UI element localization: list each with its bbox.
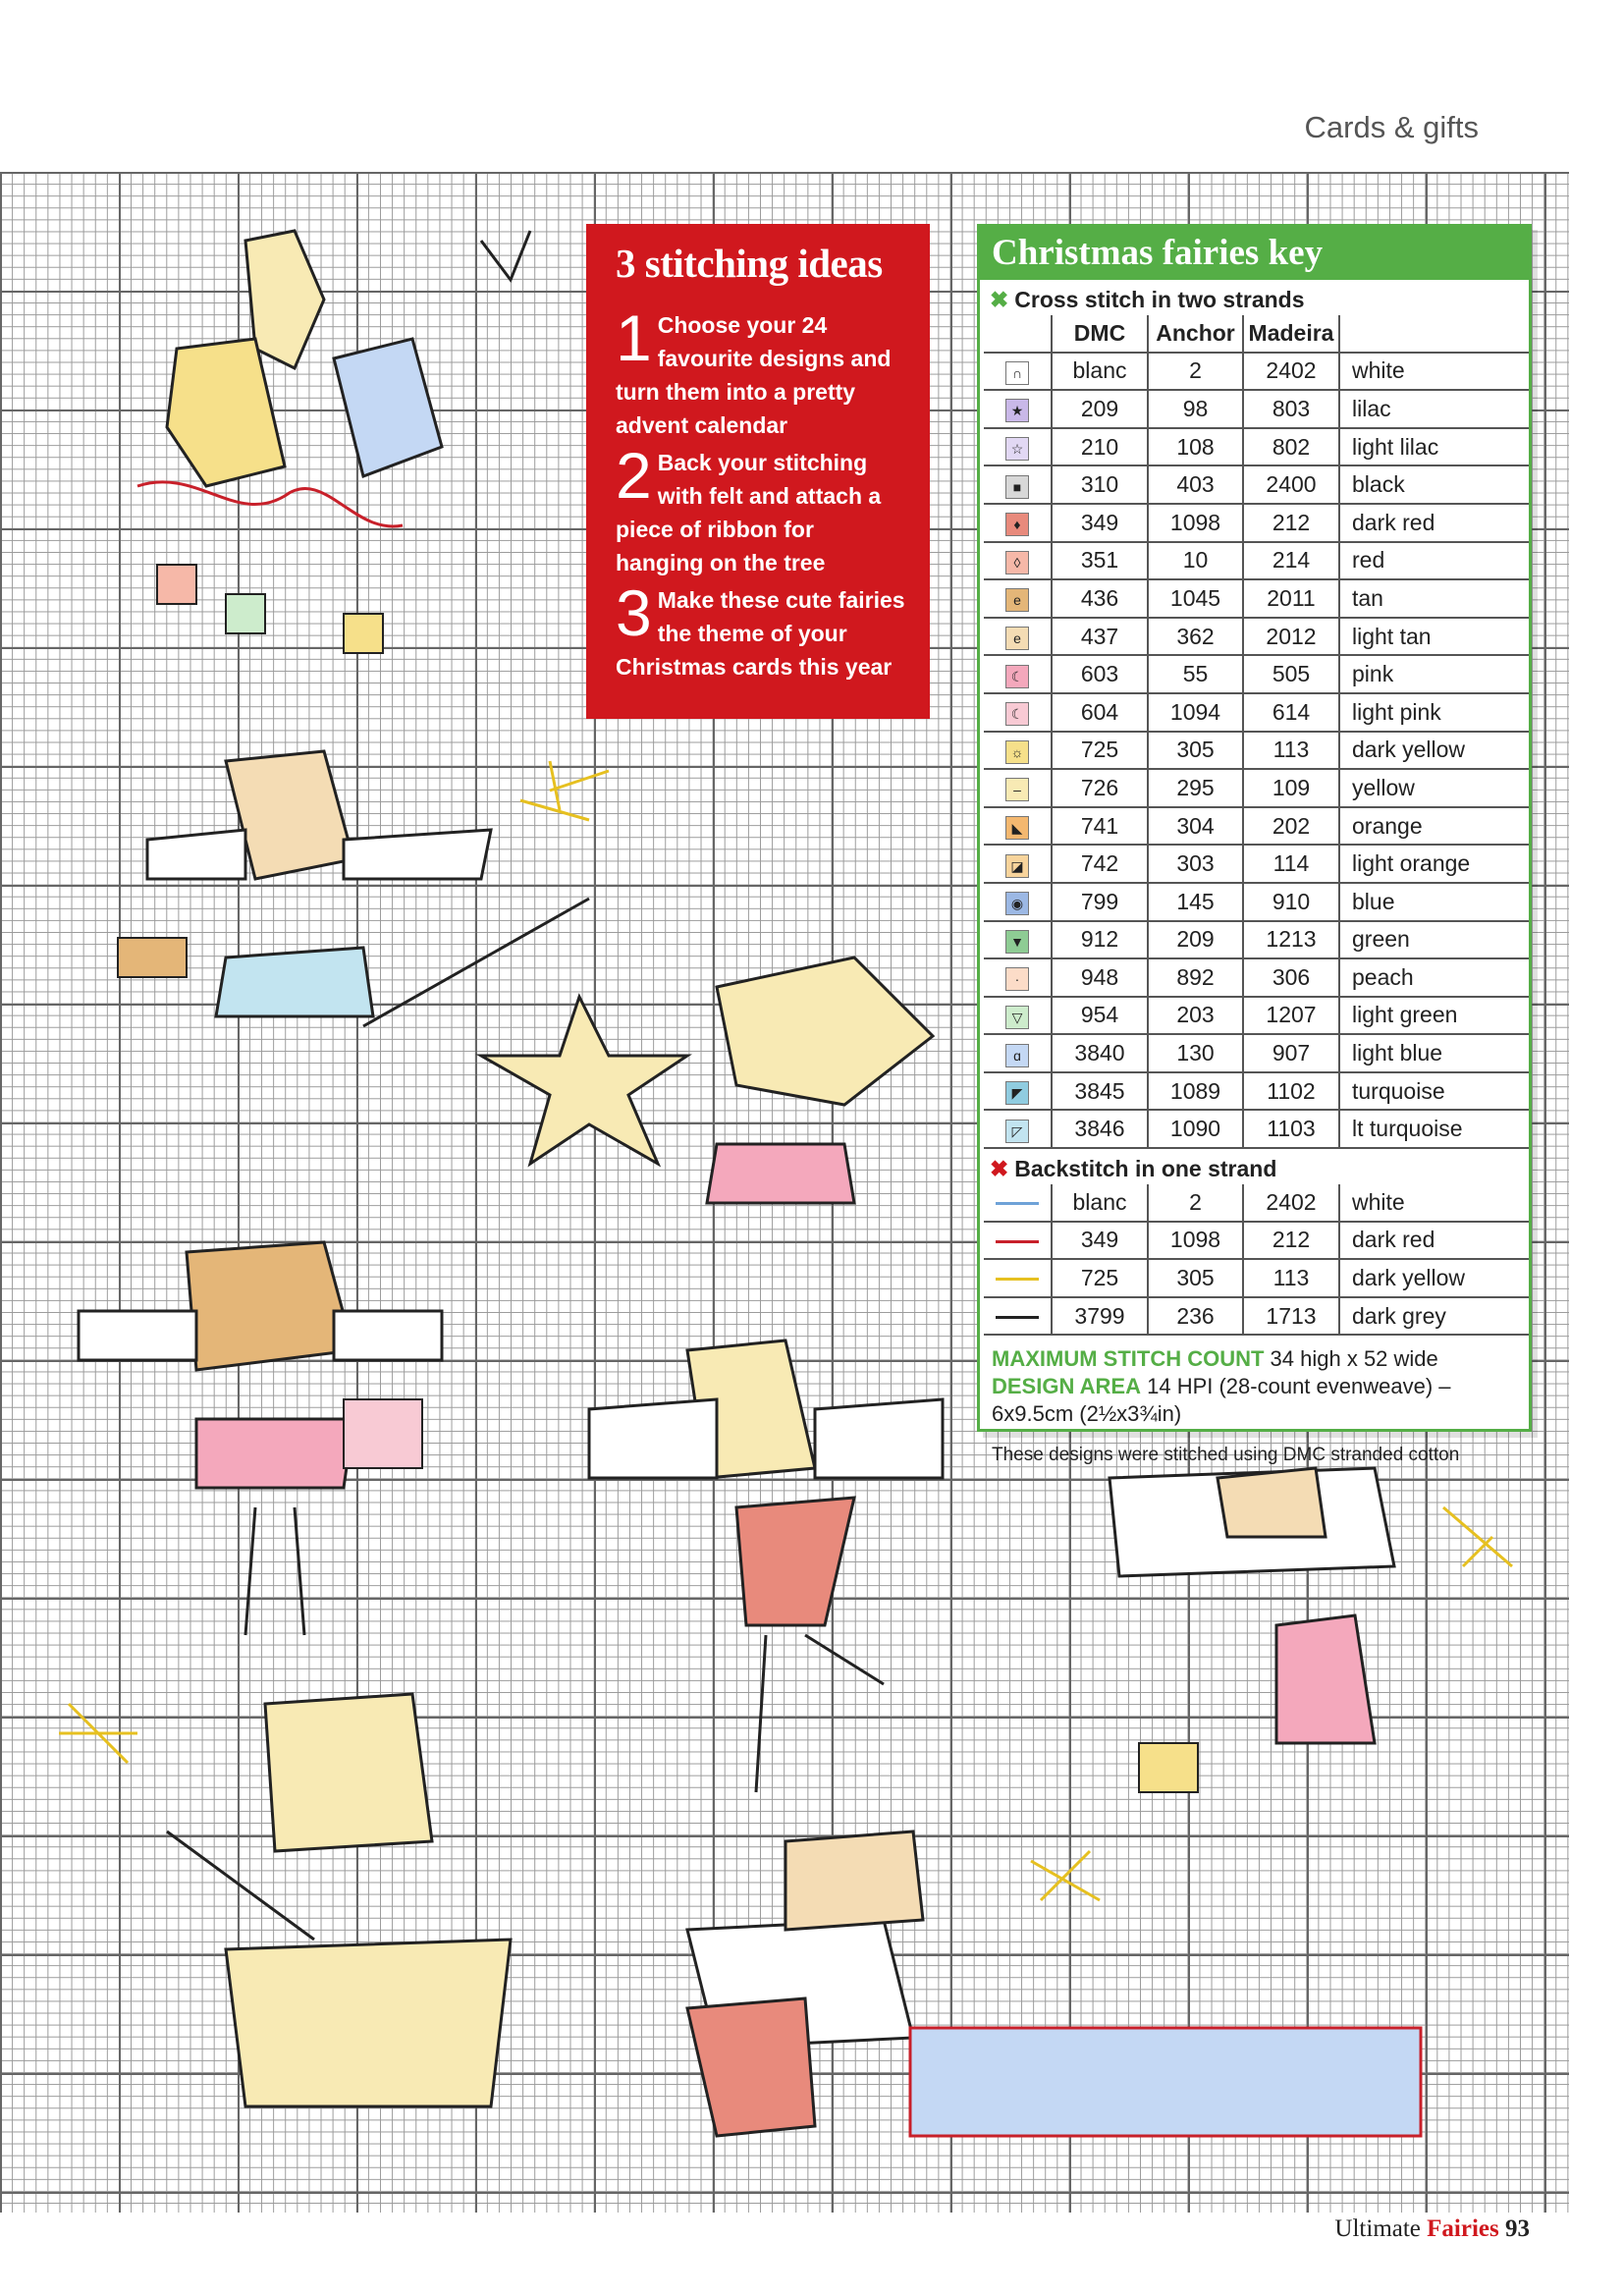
color-name: dark yellow xyxy=(1339,1259,1529,1297)
key-notes xyxy=(980,1336,1529,1469)
idea-item xyxy=(616,439,906,579)
thread-symbol: ★ xyxy=(1005,399,1029,422)
anchor-value: 304 xyxy=(1148,807,1243,846)
dmc-value: 3845 xyxy=(1052,1072,1148,1111)
design-area-label: DESIGN AREA xyxy=(992,1374,1141,1399)
key-row xyxy=(984,807,1529,846)
anchor-value: 1090 xyxy=(1148,1110,1243,1148)
anchor-value: 1045 xyxy=(1148,579,1243,618)
stitching-ideas-box xyxy=(586,224,930,719)
color-name: green xyxy=(1339,921,1529,959)
dmc-value: blanc xyxy=(1052,1184,1148,1222)
dmc-value: 349 xyxy=(1052,504,1148,542)
anchor-value: 145 xyxy=(1148,883,1243,921)
anchor-value: 1089 xyxy=(1148,1072,1243,1111)
anchor-value: 130 xyxy=(1148,1034,1243,1072)
anchor-value: 305 xyxy=(1148,732,1243,770)
thread-symbol: · xyxy=(1005,967,1029,991)
madeira-value: 907 xyxy=(1243,1034,1339,1072)
madeira-value: 214 xyxy=(1243,542,1339,580)
table-header-row xyxy=(984,315,1529,353)
fairy-motif xyxy=(118,751,609,1026)
color-name: tan xyxy=(1339,579,1529,618)
dmc-value: blanc xyxy=(1052,353,1148,391)
thread-symbol: – xyxy=(1005,778,1029,801)
backstitch-table xyxy=(984,1184,1529,1336)
anchor-value: 209 xyxy=(1148,921,1243,959)
thread-symbol: ☾ xyxy=(1005,665,1029,688)
dmc-value: 799 xyxy=(1052,883,1148,921)
key-row xyxy=(984,579,1529,618)
column-header: Madeira xyxy=(1243,315,1339,353)
madeira-value: 2400 xyxy=(1243,465,1339,504)
ideas-title: 3 stitching ideas xyxy=(616,241,883,286)
dmc-value: 725 xyxy=(1052,1259,1148,1297)
key-row xyxy=(984,618,1529,656)
madeira-value: 306 xyxy=(1243,958,1339,997)
key-row xyxy=(984,883,1529,921)
madeira-value: 2011 xyxy=(1243,579,1339,618)
madeira-value: 1102 xyxy=(1243,1072,1339,1111)
idea-item xyxy=(616,576,906,683)
fairy-motif xyxy=(481,957,933,1203)
footnote: These designs were stitched using DMC stranded cotton xyxy=(992,1445,1460,1466)
key-row xyxy=(984,921,1529,959)
thread-symbol: ◣ xyxy=(1005,816,1029,840)
max-stitch-value: 34 high x 52 wide xyxy=(1270,1346,1438,1372)
thread-symbol: ɑ xyxy=(1005,1044,1029,1067)
anchor-value: 303 xyxy=(1148,845,1243,883)
dmc-value: 742 xyxy=(1052,845,1148,883)
dmc-value: 954 xyxy=(1052,997,1148,1035)
cross-stitch-heading: ✖ Cross stitch in two strands xyxy=(990,287,1305,312)
madeira-value: 614 xyxy=(1243,693,1339,732)
madeira-value: 114 xyxy=(1243,845,1339,883)
dmc-value: 209 xyxy=(1052,390,1148,428)
color-name: lilac xyxy=(1339,390,1529,428)
section-title: Cards & gifts xyxy=(1304,110,1479,144)
color-name: light green xyxy=(1339,997,1529,1035)
madeira-value: 1713 xyxy=(1243,1297,1339,1336)
madeira-value: 910 xyxy=(1243,883,1339,921)
key-row xyxy=(984,1259,1529,1297)
dmc-value: 912 xyxy=(1052,921,1148,959)
idea-text: Choose your 24 favourite designs and turn them into a pretty advent calendar xyxy=(616,312,892,438)
madeira-value: 1103 xyxy=(1243,1110,1339,1148)
design-area-value: 14 HPI (28-count evenweave) – 6x9.5cm (2½x3¾in) xyxy=(992,1374,1451,1427)
color-name: red xyxy=(1339,542,1529,580)
key-row xyxy=(984,542,1529,580)
key-title: Christmas fairies key xyxy=(980,227,1529,280)
key-row xyxy=(984,769,1529,807)
color-name: dark red xyxy=(1339,504,1529,542)
color-name: pink xyxy=(1339,655,1529,693)
color-name: light blue xyxy=(1339,1034,1529,1072)
column-header: DMC xyxy=(1052,315,1148,353)
thread-symbol: ▽ xyxy=(1005,1006,1029,1029)
idea-number: 1 xyxy=(616,301,652,374)
dmc-value: 741 xyxy=(1052,807,1148,846)
anchor-value: 403 xyxy=(1148,465,1243,504)
madeira-value: 1213 xyxy=(1243,921,1339,959)
key-row xyxy=(984,958,1529,997)
color-name: dark grey xyxy=(1339,1297,1529,1336)
key-row xyxy=(984,353,1529,391)
madeira-value: 2402 xyxy=(1243,1184,1339,1222)
madeira-value: 113 xyxy=(1243,732,1339,770)
anchor-value: 2 xyxy=(1148,1184,1243,1222)
anchor-value: 55 xyxy=(1148,655,1243,693)
dmc-value: 436 xyxy=(1052,579,1148,618)
color-name: white xyxy=(1339,353,1529,391)
backstitch-line xyxy=(996,1278,1039,1281)
madeira-value: 202 xyxy=(1243,807,1339,846)
anchor-value: 1098 xyxy=(1148,1222,1243,1260)
fairy-motif xyxy=(589,1340,943,1792)
dmc-value: 210 xyxy=(1052,428,1148,466)
thread-symbol: ◉ xyxy=(1005,892,1029,915)
thread-symbol: ♦ xyxy=(1005,513,1029,536)
dmc-value: 604 xyxy=(1052,693,1148,732)
key-row xyxy=(984,845,1529,883)
madeira-value: 505 xyxy=(1243,655,1339,693)
dmc-value: 349 xyxy=(1052,1222,1148,1260)
dmc-value: 3840 xyxy=(1052,1034,1148,1072)
backstitch-line xyxy=(996,1202,1039,1205)
key-row xyxy=(984,1072,1529,1111)
key-row xyxy=(984,465,1529,504)
anchor-value: 10 xyxy=(1148,542,1243,580)
color-name: blue xyxy=(1339,883,1529,921)
idea-item xyxy=(616,301,906,442)
thread-symbol: e xyxy=(1005,627,1029,650)
idea-text: Back your stitching with felt and attach a piece of ribbon for hanging on the tree xyxy=(616,450,882,575)
dmc-value: 351 xyxy=(1052,542,1148,580)
dmc-value: 437 xyxy=(1052,618,1148,656)
cross-stitch-table xyxy=(984,315,1529,1149)
idea-number: 2 xyxy=(616,439,652,512)
madeira-value: 2012 xyxy=(1243,618,1339,656)
key-row xyxy=(984,1297,1529,1336)
thread-symbol: ◸ xyxy=(1005,1120,1029,1143)
dmc-value: 725 xyxy=(1052,732,1148,770)
key-row xyxy=(984,1184,1529,1222)
thread-symbol: e xyxy=(1005,588,1029,612)
key-row xyxy=(984,1222,1529,1260)
fairy-motif xyxy=(59,1694,511,2106)
thread-symbol: ▼ xyxy=(1005,930,1029,954)
key-row xyxy=(984,428,1529,466)
madeira-value: 803 xyxy=(1243,390,1339,428)
anchor-value: 1094 xyxy=(1148,693,1243,732)
thread-symbol: ☼ xyxy=(1005,740,1029,764)
madeira-value: 212 xyxy=(1243,1222,1339,1260)
backstitch-line xyxy=(996,1316,1039,1319)
key-row xyxy=(984,655,1529,693)
thread-symbol: ◊ xyxy=(1005,551,1029,574)
color-name: dark yellow xyxy=(1339,732,1529,770)
dmc-value: 3799 xyxy=(1052,1297,1148,1336)
thread-symbol: ◤ xyxy=(1005,1081,1029,1105)
fairy-motif xyxy=(1110,1468,1512,1792)
dmc-value: 603 xyxy=(1052,655,1148,693)
column-header: Anchor xyxy=(1148,315,1243,353)
fairy-motif xyxy=(137,231,530,653)
page-number: 93 xyxy=(1505,2215,1530,2242)
chart-key xyxy=(977,224,1532,1466)
fairy-motif xyxy=(687,1831,1421,2136)
fairy-motif xyxy=(79,1242,442,1635)
anchor-value: 1098 xyxy=(1148,504,1243,542)
idea-text: Make these cute fairies the theme of your Christmas cards this year xyxy=(616,587,905,680)
madeira-value: 109 xyxy=(1243,769,1339,807)
anchor-value: 892 xyxy=(1148,958,1243,997)
thread-symbol: ☆ xyxy=(1005,437,1029,461)
cross-icon: ✖ xyxy=(990,1156,1009,1182)
madeira-value: 113 xyxy=(1243,1259,1339,1297)
madeira-value: 802 xyxy=(1243,428,1339,466)
color-name: yellow xyxy=(1339,769,1529,807)
thread-symbol: ☾ xyxy=(1005,702,1029,726)
color-name: light orange xyxy=(1339,845,1529,883)
madeira-value: 2402 xyxy=(1243,353,1339,391)
dmc-value: 726 xyxy=(1052,769,1148,807)
key-row xyxy=(984,1110,1529,1148)
anchor-value: 108 xyxy=(1148,428,1243,466)
key-row xyxy=(984,504,1529,542)
anchor-value: 295 xyxy=(1148,769,1243,807)
color-name: light tan xyxy=(1339,618,1529,656)
color-name: peach xyxy=(1339,958,1529,997)
anchor-value: 98 xyxy=(1148,390,1243,428)
dmc-value: 310 xyxy=(1052,465,1148,504)
color-name: dark red xyxy=(1339,1222,1529,1260)
brand-name: Fairies xyxy=(1427,2215,1499,2242)
max-stitch-label: MAXIMUM STITCH COUNT xyxy=(992,1346,1265,1372)
backstitch-line xyxy=(996,1240,1039,1243)
key-row xyxy=(984,390,1529,428)
color-name: turquoise xyxy=(1339,1072,1529,1111)
anchor-value: 305 xyxy=(1148,1259,1243,1297)
anchor-value: 2 xyxy=(1148,353,1243,391)
color-name: black xyxy=(1339,465,1529,504)
thread-symbol: ∩ xyxy=(1005,361,1029,385)
anchor-value: 362 xyxy=(1148,618,1243,656)
key-row xyxy=(984,1034,1529,1072)
anchor-value: 203 xyxy=(1148,997,1243,1035)
color-name: light pink xyxy=(1339,693,1529,732)
color-name: orange xyxy=(1339,807,1529,846)
thread-symbol: ◪ xyxy=(1005,854,1029,878)
madeira-value: 212 xyxy=(1243,504,1339,542)
dmc-value: 948 xyxy=(1052,958,1148,997)
color-name: white xyxy=(1339,1184,1529,1222)
thread-symbol: ■ xyxy=(1005,475,1029,499)
anchor-value: 236 xyxy=(1148,1297,1243,1336)
key-row xyxy=(984,693,1529,732)
key-row xyxy=(984,732,1529,770)
cross-icon: ✖ xyxy=(990,287,1009,312)
dmc-value: 3846 xyxy=(1052,1110,1148,1148)
key-row xyxy=(984,997,1529,1035)
page-footer xyxy=(1334,2215,1530,2243)
idea-number: 3 xyxy=(616,576,652,649)
color-name: light lilac xyxy=(1339,428,1529,466)
magazine-name: Ultimate xyxy=(1334,2215,1421,2242)
madeira-value: 1207 xyxy=(1243,997,1339,1035)
backstitch-heading: ✖ Backstitch in one strand xyxy=(990,1156,1277,1182)
color-name: lt turquoise xyxy=(1339,1110,1529,1148)
